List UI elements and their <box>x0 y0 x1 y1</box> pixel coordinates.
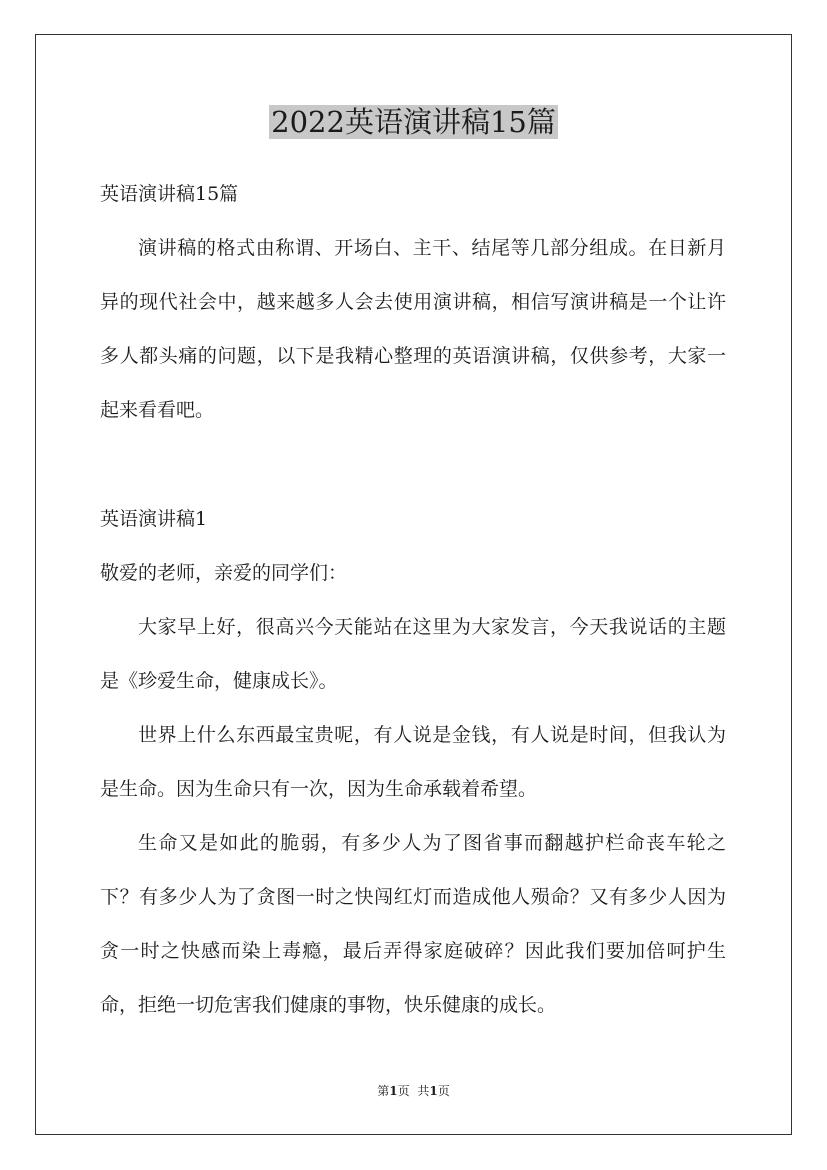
footer-total-prefix: 共 <box>417 1084 430 1098</box>
footer-total-pages: 1 <box>429 1084 438 1098</box>
body-paragraph: 世界上什么东西最宝贵呢，有人说是金钱，有人说是时间，但我认为是生命。因为生命只有一次，因为生命承载着希望。 <box>100 724 726 800</box>
body-paragraph: 生命又是如此的脆弱，有多少人为了图省事而翻越护栏命丧车轮之下？有多少人为了贪图一时之快闯红灯而造成他人殒命？又有多少人因为贪一时之快感而染上毒瘾，最后弄得家庭破碎？因此我们要加倍呵护生命，拒绝一切危害我们健康的事物，快乐健康的成长。 <box>100 832 726 1016</box>
page-footer <box>0 1083 827 1099</box>
section-heading: 英语演讲稿1 <box>100 508 208 530</box>
salutation: 敬爱的老师，亲爱的同学们： <box>100 562 348 584</box>
body-paragraph: 大家早上好，很高兴今天能站在这里为大家发言，今天我说话的主题是《珍爱生命，健康成长》。 <box>100 616 726 692</box>
footer-total-suffix: 页 <box>437 1084 450 1098</box>
title-highlight: 2022英语演讲稿15篇 <box>271 105 556 139</box>
intro-paragraph: 演讲稿的格式由称谓、开场白、主干、结尾等几部分组成。在日新月异的现代社会中，越来越多人会去使用演讲稿，相信写演讲稿是一个让许多人都头痛的问题，以下是我精心整理的英语演讲稿，仅供参考，大家一起来看看吧。 <box>100 237 726 421</box>
document-title <box>0 102 827 142</box>
footer-page-number: 1 <box>389 1084 398 1098</box>
subtitle: 英语演讲稿15篇 <box>100 183 239 205</box>
footer-page-prefix: 第 <box>377 1084 390 1098</box>
footer-page-suffix: 页 <box>397 1084 410 1098</box>
